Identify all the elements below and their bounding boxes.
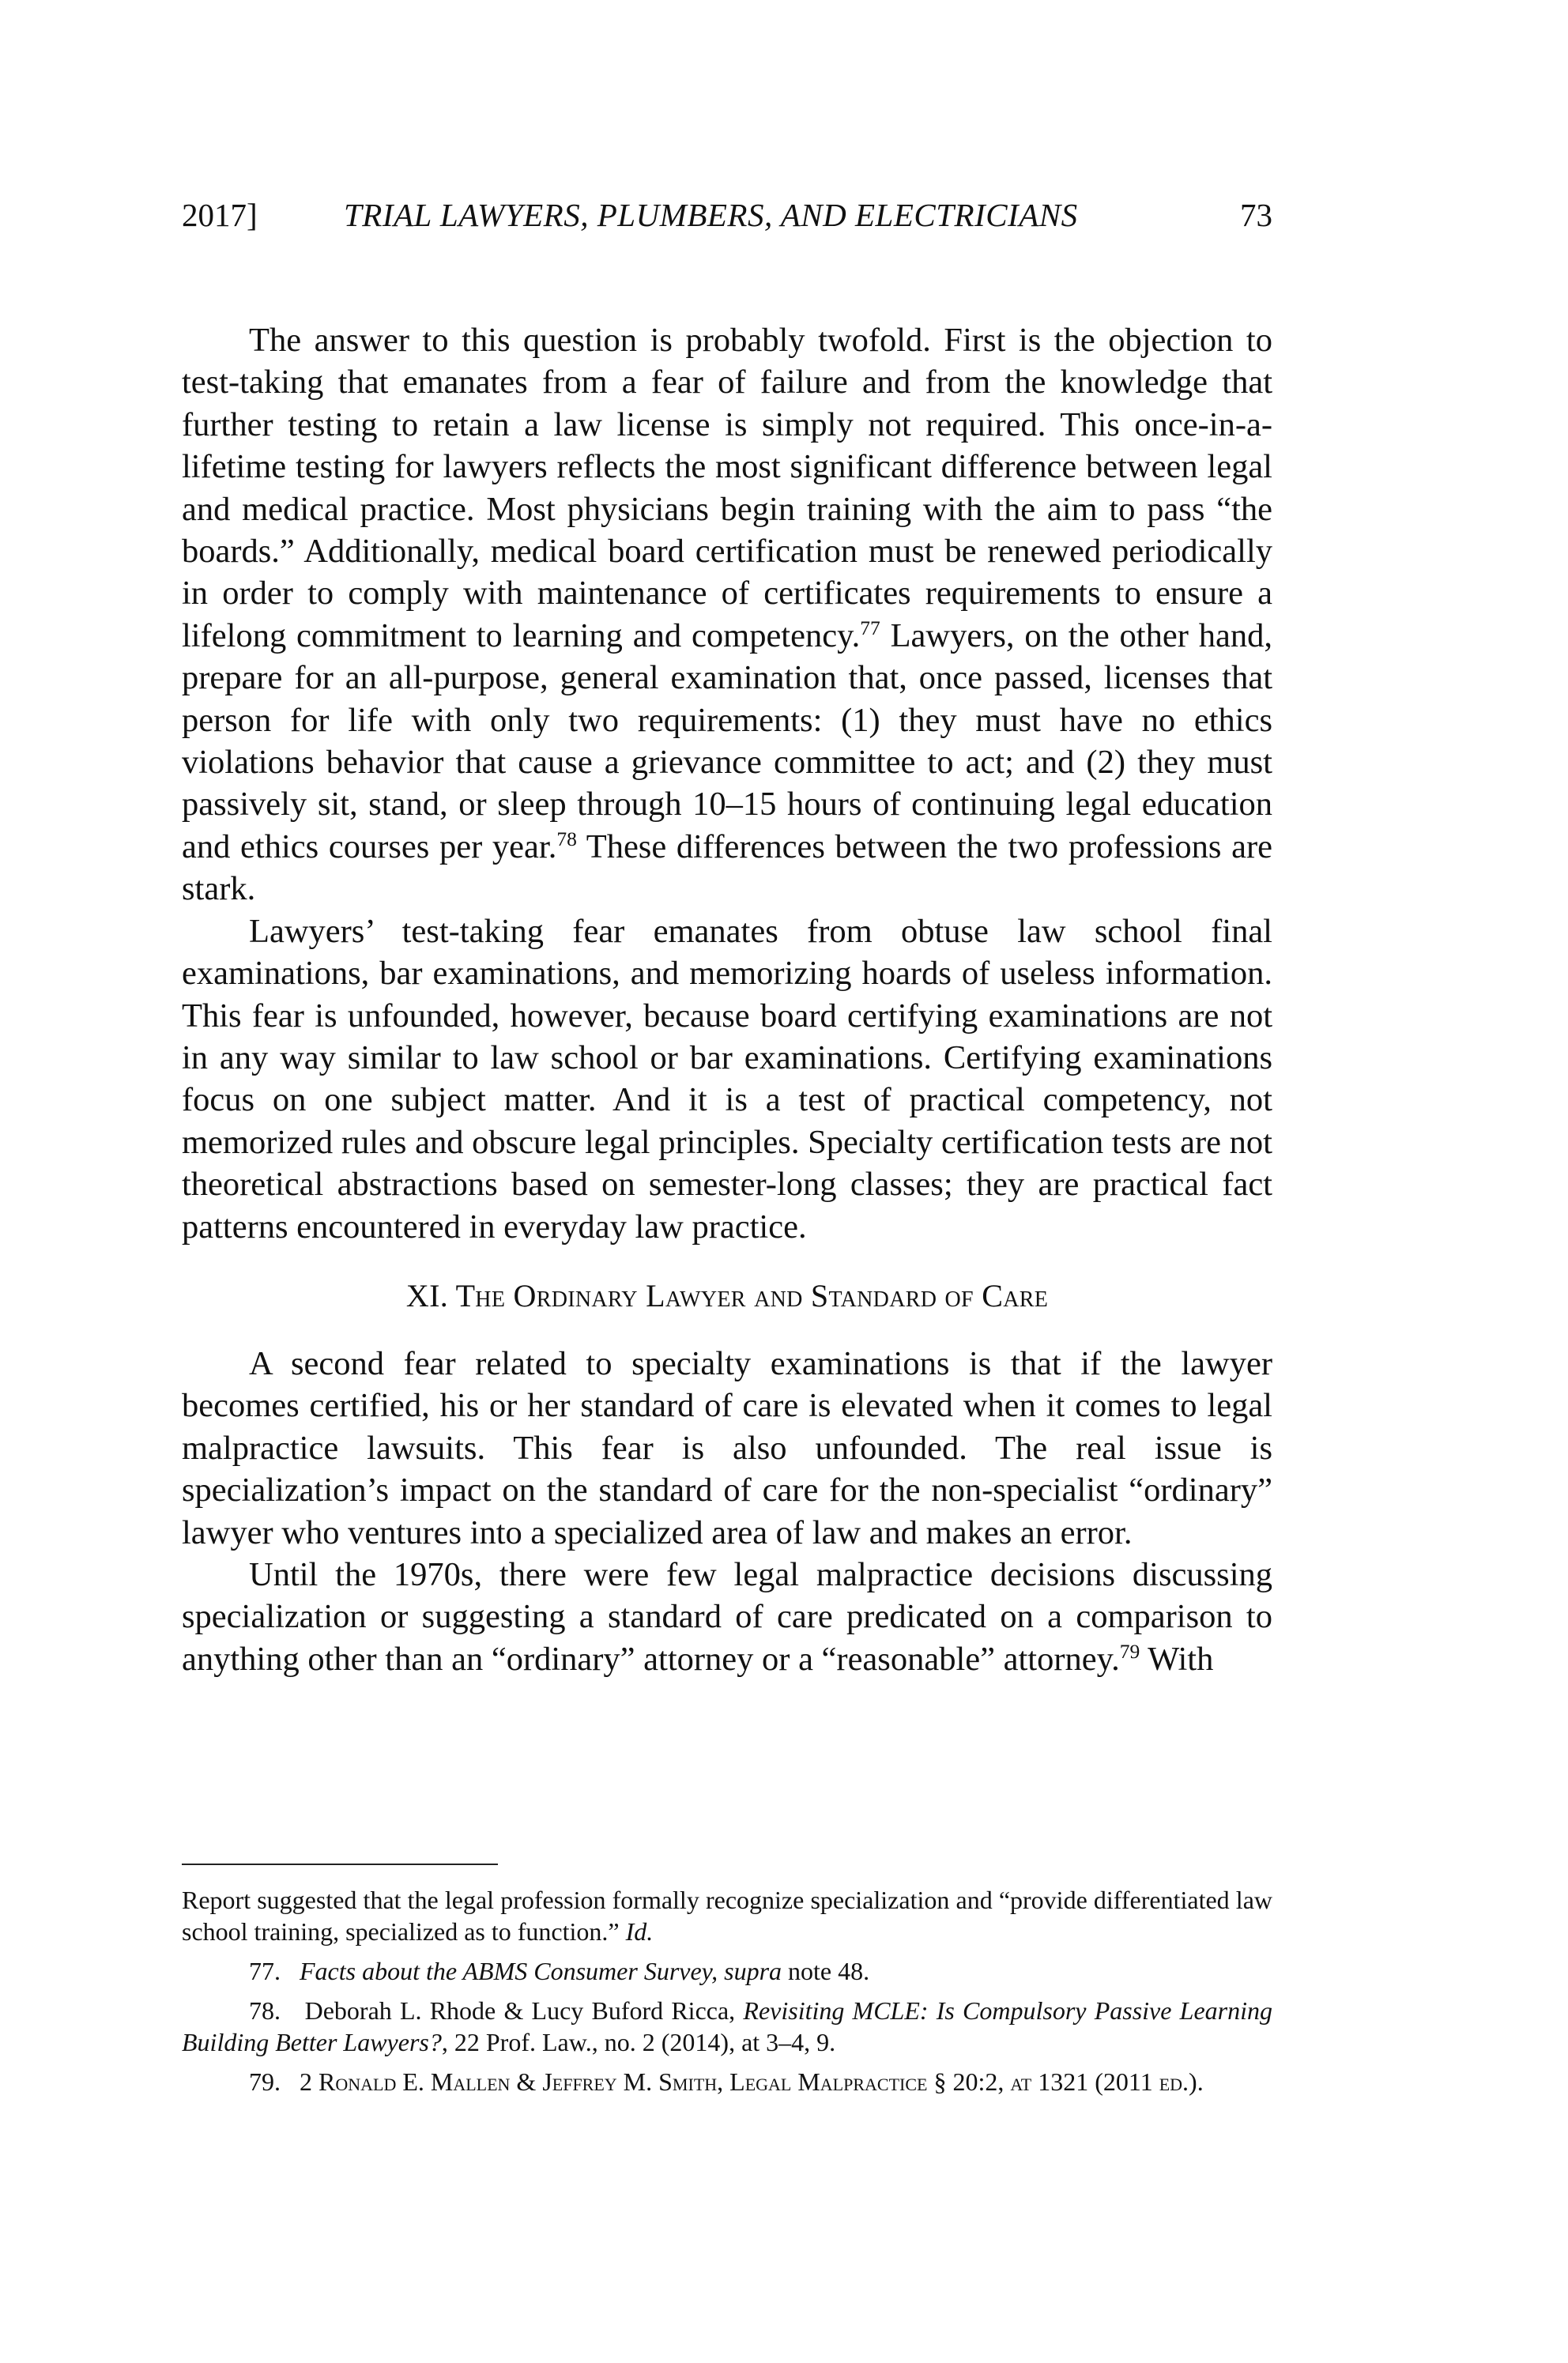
paragraph <box>182 319 1272 910</box>
paragraph <box>182 1554 1272 1680</box>
footnote-number: 77. <box>249 1957 281 1985</box>
page-number: 73 <box>1240 197 1272 233</box>
footnote-divider <box>182 1864 498 1865</box>
main-text <box>182 319 1272 1680</box>
paragraph-text: The answer to this question is probably twofold. First is the objection to test-taking that emanates from a fear of failure and from the knowledge that further testing to retain a law license is simply not required. This once-in-a-lifetime testing for lawyers reflects the most significant difference between legal and medical practice. Most physicians begin training with the aim to pass “the boards.” Additionally, medical board certification must be renewed periodically in order to comply with maintenance of certificates requirements to ensure a lifelong commitment to learning and competency. <box>182 322 1272 654</box>
running-header <box>182 196 1272 243</box>
paragraph-text: With <box>1140 1640 1214 1678</box>
footnote-79 <box>182 2066 1272 2097</box>
section-heading: XI. The Ordinary Lawyer and Standard of Care <box>405 1277 1049 1313</box>
header-year: 2017] <box>182 197 258 233</box>
footnote-title: Revisiting MCLE: Is Compulsory Passive Learning Building Better Lawyers? <box>182 1996 1273 2056</box>
paragraph: A second fear related to specialty examinations is that if the lawyer becomes certified, his or her standard of care is elevated when it comes to legal malpractice lawsuits. This fear is also unfounded. The real issue is specialization’s impact on the standard of care for the non-specialist “ordinary” lawyer who ventures into a specialized area of law and makes an error. <box>182 1344 1272 1551</box>
footnote-text: 2 Ronald E. Mallen & Jeffrey M. Smith, Legal Malpractice § 20:2, at 1321 (2011 ed.). <box>300 2067 1204 2096</box>
paragraph-text: Until the 1970s, there were few legal malpractice decisions discussing specialization or suggesting a standard of care predicated on a comparison to anything other than an “ordinary” attorney or a “reasonable” attorney. <box>182 1555 1272 1678</box>
footnote-number: 79. <box>249 2067 281 2096</box>
footnote-continued <box>182 1884 1272 1947</box>
footnote-78 <box>182 1995 1272 2058</box>
footnote-text: , 22 Prof. Law., no. 2 (2014), at 3–4, 9. <box>441 2028 836 2056</box>
footnote-number: 78. <box>249 1996 281 2025</box>
footnote-ref-78[interactable]: 78 <box>556 827 577 850</box>
running-title: TRIAL LAWYERS, PLUMBERS, AND ELECTRICIANS <box>344 197 1078 233</box>
footnote-authors: Deborah L. Rhode & Lucy Buford Ricca, <box>304 1996 744 2025</box>
paragraph: Lawyers’ test-taking fear emanates from obtuse law school final examinations, bar examinations, and memorizing hoards of useless information. This fear is unfounded, however, because board certifying examinations are not in any way similar to law school or bar examinations. Certifying examinations focus on one subject matter. And it is a test of practical competency, not memorized rules and obscure legal principles. Specialty certification tests are not theoretical abstractions based on semester-long classes; they are practical fact patterns encountered in everyday law practice. <box>182 912 1272 1246</box>
footnote-title: Facts about the ABMS Consumer Survey, supra <box>300 1957 782 1985</box>
footnote-id-signal: Id. <box>625 1917 654 1946</box>
paragraph-text: Lawyers, on the other hand, prepare for an all-purpose, general examination that, once passed, licenses that person for life with only two requirements: (1) they must have no ethics violations behavior that cause a grievance committee to act; and (2) they must passively sit, stand, or sleep through 10–15 hours of continuing legal education and ethics courses per year. <box>182 616 1272 865</box>
footnote-text: note 48. <box>782 1957 870 1985</box>
footnote-text: Report suggested that the legal profession formally recognize specialization and “provide differentiated law school training, specialized as to function.” <box>182 1886 1272 1946</box>
footnote-ref-77[interactable]: 77 <box>860 616 880 639</box>
footnote-ref-79[interactable]: 79 <box>1119 1639 1140 1663</box>
footnote-77 <box>182 1955 1272 1987</box>
footnotes <box>182 1884 1272 2105</box>
paragraph-text: These differences between the two professions are stark. <box>182 827 1272 908</box>
